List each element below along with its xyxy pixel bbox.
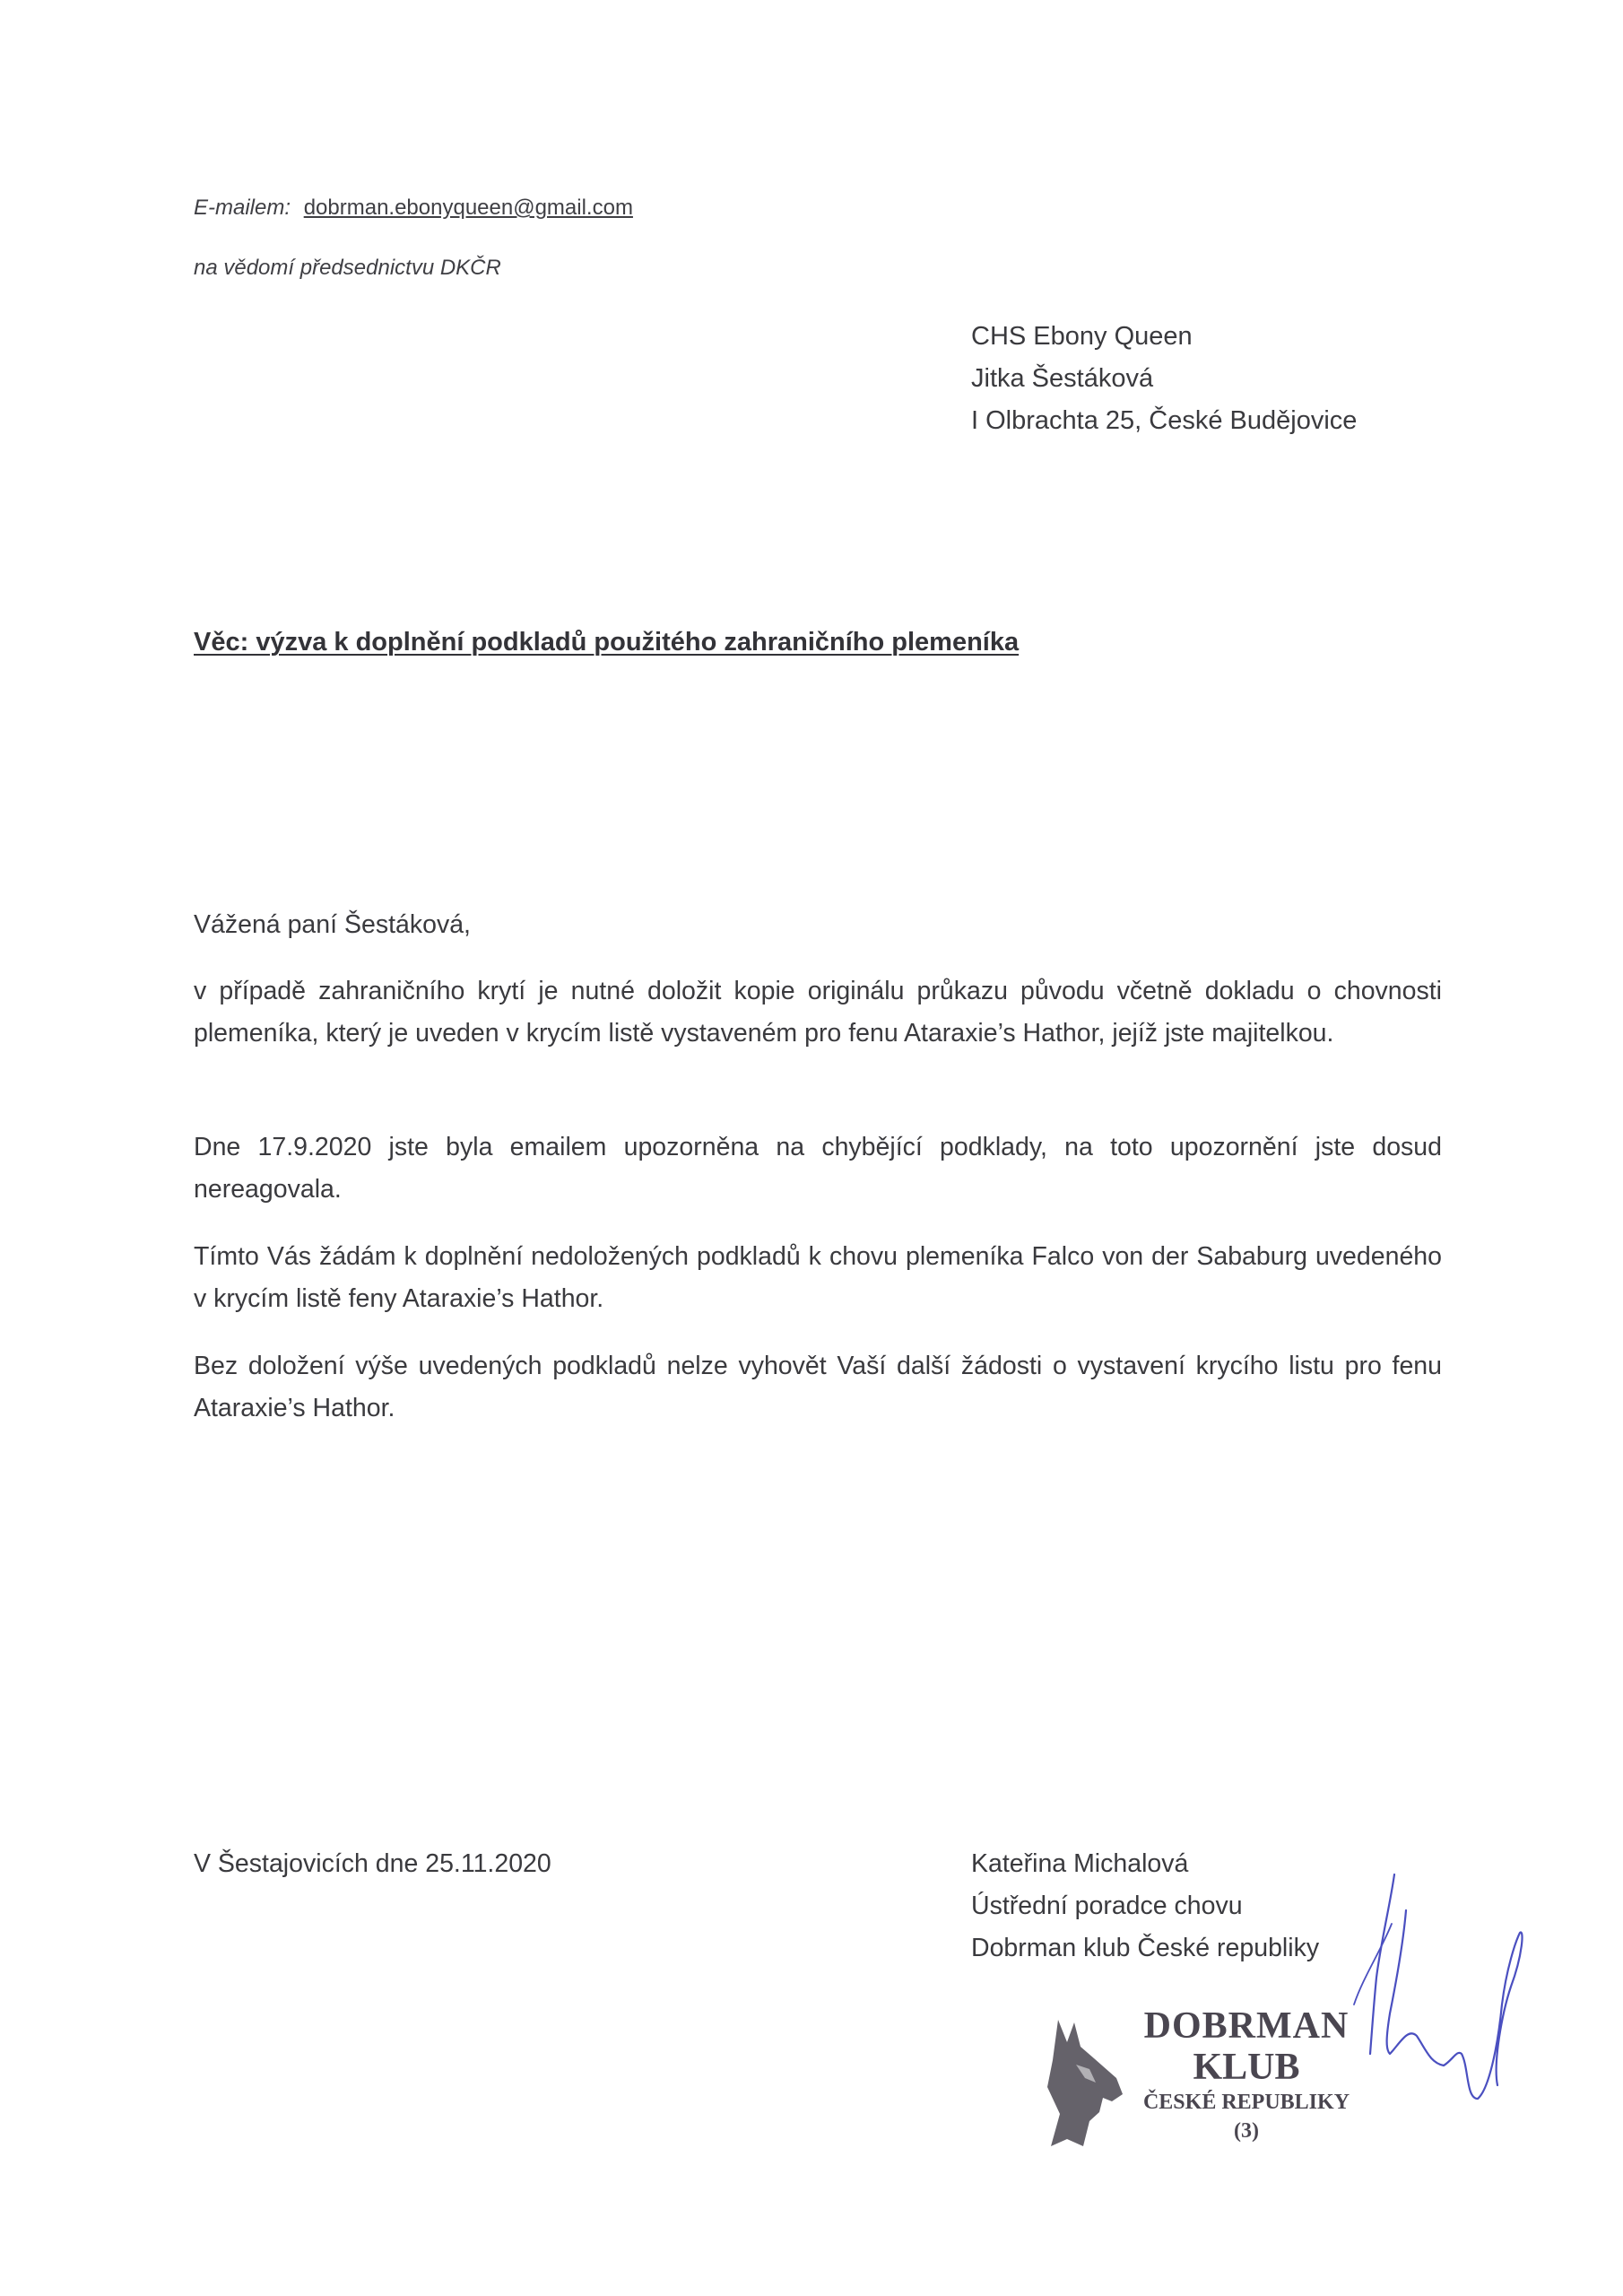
subject-line: Věc: výzva k doplnění podkladů použitého zahraničního plemeníka <box>194 628 1020 657</box>
email-line <box>194 196 633 221</box>
paragraph-4: Bez doložení výše uvedených podkladů nelze vyhovět Vaší další žádosti o vystavení krycího listu pro fenu Ataraxie’s Hathor. <box>194 1352 1442 1422</box>
place-date: V Šestajovicích dne 25.11.2020 <box>194 1849 551 1878</box>
signatory-name: Kateřina Michalová <box>971 1849 1189 1878</box>
paragraph-2: Dne 17.9.2020 jste byla emailem upozorněna na chybějící podklady, na toto upozornění jste dosud nereagovala. <box>194 1133 1442 1204</box>
recipient-address <box>971 316 1357 442</box>
stamp-line-4: (3) <box>1234 2119 1259 2143</box>
stamp-line-3: ČESKÉ REPUBLIKY <box>1142 2091 1350 2114</box>
paragraph-1: v případě zahraničního krytí je nutné doložit kopie originálu průkazu původu včetně dokladu o chovnosti plemeníka, který je uveden v krycím listě vystaveném pro fenu Ataraxie’s Hathor, jejíž jste majitelkou. <box>194 977 1442 1048</box>
cc-note: na vědomí předsednictvu DKČR <box>194 256 501 280</box>
salutation: Vážená paní Šestáková, <box>194 910 471 939</box>
stamp-line-1: DOBRMAN <box>1143 2005 1350 2047</box>
doberman-head-icon <box>1040 2015 1139 2150</box>
email-link[interactable]: dobrman.ebonyqueen@gmail.com <box>303 196 633 220</box>
signatory-title: Ústřední poradce chovu <box>971 1892 1243 1920</box>
paragraph-3: Tímto Vás žádám k doplnění nedoložených podkladů k chovu plemeníka Falco von der Sababurg uvedeného v krycím listě feny Ataraxie’s Hathor. <box>194 1242 1442 1313</box>
signatory-organization: Dobrman klub České republiky <box>971 1934 1320 1962</box>
recipient-line-1: CHS Ebony Queen <box>971 322 1193 351</box>
signature-block <box>971 1843 1319 1970</box>
recipient-line-3: I Olbrachta 25, České Budějovice <box>971 406 1358 435</box>
email-label: E-mailem: <box>194 196 291 220</box>
handwritten-signature-icon <box>1327 1870 1560 2112</box>
recipient-line-2: Jitka Šestáková <box>971 364 1154 393</box>
stamp-line-2: KLUB <box>1193 2047 1300 2088</box>
